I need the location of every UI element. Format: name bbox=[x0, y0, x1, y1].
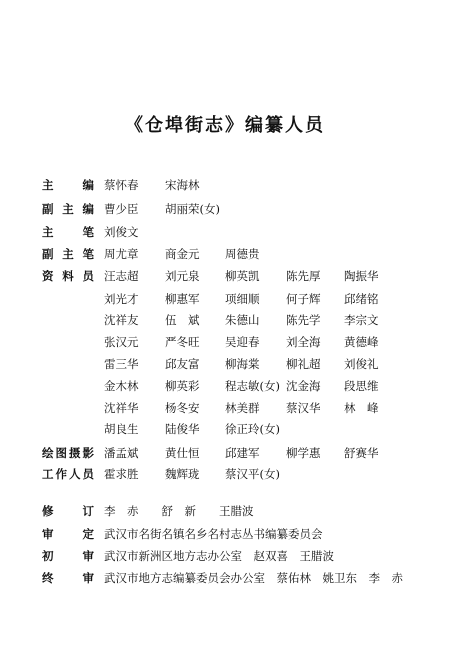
review-text: 李 赤 舒 新 王腊波 bbox=[104, 504, 254, 518]
staff-name: 邱绪铭 bbox=[344, 292, 379, 306]
staff-name: 吴迎春 bbox=[225, 335, 260, 349]
staff-name: 蔡怀春 bbox=[104, 178, 139, 192]
page-title: 《仓埠街志》编纂人员 bbox=[125, 115, 325, 136]
staff-name: 项细顺 bbox=[225, 292, 260, 306]
staff-name: 柳惠军 bbox=[165, 292, 200, 306]
staff-role: 主编 bbox=[42, 178, 94, 192]
staff-name: 陈先厚 bbox=[286, 269, 321, 283]
staff-name: 陆俊华 bbox=[165, 422, 200, 436]
staff-name: 徐正玲(女) bbox=[225, 422, 280, 436]
staff-name: 商金元 bbox=[165, 247, 200, 261]
staff-name: 邱建军 bbox=[225, 446, 260, 460]
staff-name: 柳学惠 bbox=[286, 446, 321, 460]
review-text: 武汉市名街名镇名乡名村志丛书编纂委员会 bbox=[104, 527, 323, 541]
staff-role: 副主编 bbox=[42, 202, 94, 216]
staff-role: 工作人员 bbox=[42, 467, 94, 481]
staff-name: 柳英凯 bbox=[225, 269, 260, 283]
staff-role: 主笔 bbox=[42, 225, 94, 239]
staff-name: 柳海棠 bbox=[225, 357, 260, 371]
staff-name: 柳英彩 bbox=[165, 379, 200, 393]
staff-name: 刘光才 bbox=[104, 292, 139, 306]
staff-name: 刘俊礼 bbox=[344, 357, 379, 371]
staff-name: 沈金海 bbox=[286, 379, 321, 393]
staff-name: 张汉元 bbox=[104, 335, 139, 349]
staff-name: 雷三华 bbox=[104, 357, 139, 371]
staff-name: 何子辉 bbox=[286, 292, 321, 306]
staff-name: 陈先学 bbox=[286, 313, 321, 327]
staff-role: 副主笔 bbox=[42, 247, 94, 261]
staff-name: 刘俊文 bbox=[104, 225, 139, 239]
staff-name: 李宗文 bbox=[344, 313, 379, 327]
review-text: 武汉市新洲区地方志办公室 赵双喜 王腊波 bbox=[104, 549, 334, 563]
staff-name: 蔡汉平(女) bbox=[225, 467, 280, 481]
staff-name: 黄德峰 bbox=[344, 335, 379, 349]
staff-name: 柳礼超 bbox=[286, 357, 321, 371]
staff-name: 伍 斌 bbox=[165, 313, 200, 327]
staff-name: 朱德山 bbox=[225, 313, 260, 327]
staff-name: 舒赛华 bbox=[344, 446, 379, 460]
review-role: 修订 bbox=[42, 504, 94, 518]
staff-name: 刘元泉 bbox=[165, 269, 200, 283]
staff-name: 周尤章 bbox=[104, 247, 139, 261]
staff-name: 黄仕恒 bbox=[165, 446, 200, 460]
staff-name: 杨冬安 bbox=[165, 401, 200, 415]
staff-name: 邱友富 bbox=[165, 357, 200, 371]
staff-name: 沈祥友 bbox=[104, 313, 139, 327]
staff-name: 潘孟斌 bbox=[104, 446, 139, 460]
staff-name: 陶振华 bbox=[344, 269, 379, 283]
staff-name: 周德贵 bbox=[225, 247, 260, 261]
staff-name: 胡丽荣(女) bbox=[165, 202, 220, 216]
staff-name: 蔡汉华 bbox=[286, 401, 321, 415]
staff-name: 刘全海 bbox=[286, 335, 321, 349]
staff-name: 程志敏(女) bbox=[225, 379, 280, 393]
staff-name: 沈祥华 bbox=[104, 401, 139, 415]
staff-name: 魏辉珑 bbox=[165, 467, 200, 481]
review-text: 武汉市地方志编纂委员会办公室 蔡佑林 姚卫东 李 赤 bbox=[104, 571, 403, 585]
staff-name: 霍求胜 bbox=[104, 467, 139, 481]
staff-name: 段思维 bbox=[344, 379, 379, 393]
staff-role: 资料员 bbox=[42, 269, 94, 283]
staff-name: 曹少臣 bbox=[104, 202, 139, 216]
review-role: 审定 bbox=[42, 527, 94, 541]
staff-name: 胡良生 bbox=[104, 422, 139, 436]
staff-name: 林 峰 bbox=[344, 401, 379, 415]
review-role: 初审 bbox=[42, 549, 94, 563]
staff-name: 林美群 bbox=[225, 401, 260, 415]
staff-name: 金木林 bbox=[104, 379, 139, 393]
staff-name: 严冬旺 bbox=[165, 335, 200, 349]
staff-role: 绘图摄影 bbox=[42, 446, 94, 460]
staff-name: 汪志超 bbox=[104, 269, 139, 283]
staff-name: 宋海林 bbox=[165, 178, 200, 192]
review-role: 终审 bbox=[42, 571, 94, 585]
